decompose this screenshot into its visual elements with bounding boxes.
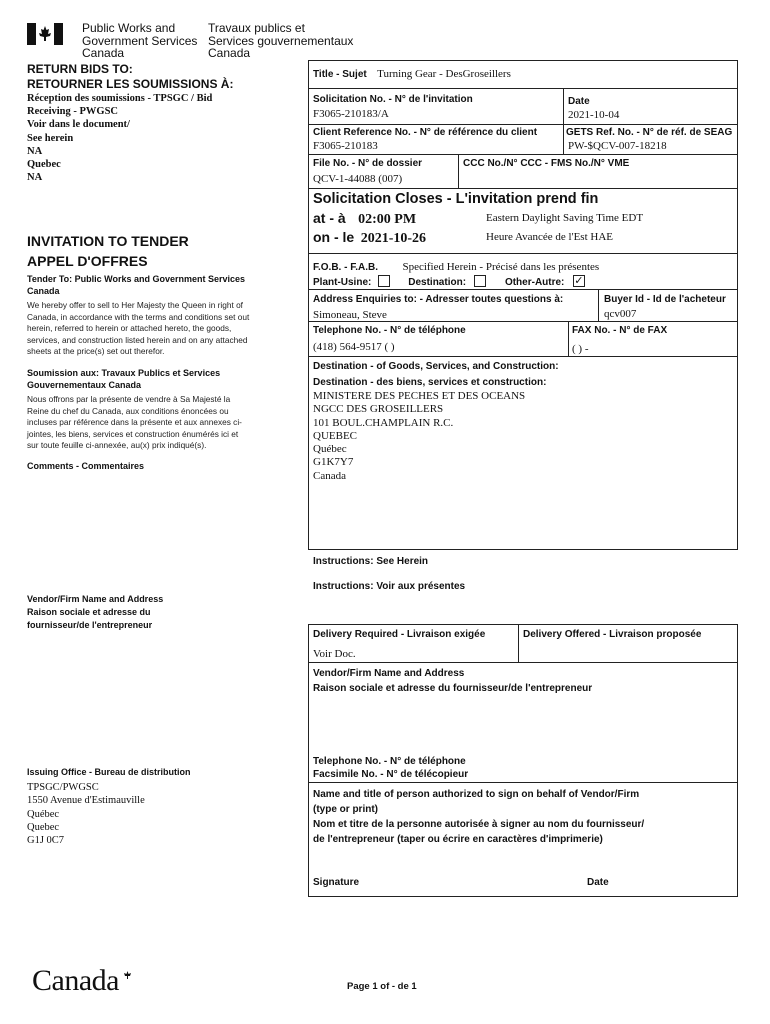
canada-flag-icon [27,23,63,45]
solicitation-closes-title: Solicitation Closes - L'invitation prend fin [313,191,599,207]
closing-time-row [313,210,416,228]
page-number: Page 1 of - de 1 [347,981,417,992]
return-bids-address: Réception des soumissions - TPSGC / Bid Receiving - PWGSC Voir dans le document/ See herein NA Quebec NA [27,93,213,184]
date-value: 2021-10-04 [568,109,620,121]
return-bids-title: RETURN BIDS TO: RETOURNER LES SOUMISSIONS À: [27,62,234,91]
client-ref-value: F3065-210183 [313,140,378,152]
other-autre-checkbox[interactable]: ✓ [574,274,584,287]
delivery-offered-field[interactable] [520,643,735,660]
telephone-value: (418) 564-9517 ( ) [313,341,395,353]
title-row [313,64,511,82]
on-label: on - le [313,229,355,245]
ccc-no-label: CCC No./N° CCC - FMS No./N° VME [463,158,630,169]
title-label: Title - Sujet [313,69,367,80]
solicitation-no-label: Solicitation No. - N° de l'invitation [313,94,473,105]
closing-date-row [313,229,426,247]
destination-goods-address: MINISTERE DES PECHES ET DES OCEANS NGCC DES GROSEILLERS 101 BOUL.CHAMPLAIN R.C. QUEBEC Québec G1K7Y7 Canada [313,390,526,482]
address-enquiries-value: Simoneau, Steve [313,309,387,321]
closing-time-value: 02:00 PM [358,212,417,227]
vendor-firm-label-left: Vendor/Firm Name and Address Raison sociale et adresse du fournisseur/de l'entrepreneur [27,594,164,630]
destination-goods-label: Destination - of Goods, Services, and Construction: Destination - des biens, services et construction: [313,361,559,388]
destination-checkbox[interactable] [474,275,486,287]
canada-wordmark-flag-icon [123,966,132,974]
issuing-office-address: TPSGC/PWGSC 1550 Avenue d'Estimauville Québec Quebec G1J 0C7 [27,782,145,847]
signature-label: Signature [313,877,360,888]
authorized-signer-label: Name and title of person authorized to sign on behalf of Vendor/Firm (type or print) Nom et titre de la personne autorisée à signer au nom du fournisseur/ de l'entrepreneur (taper ou écrire en caractères d'imprimerie) [313,789,645,845]
signature-date-label: Date [587,877,609,888]
file-no-value: QCV-1-44088 (007) [313,173,403,185]
vendor-firm-label: Vendor/Firm Name and Address Raison sociale et adresse du fournisseur/de l'entrepreneur [313,668,593,694]
department-name-fr: Travaux publics et Services gouvernementaux Canada [208,21,354,60]
address-enquiries-label: Address Enquiries to: - Adresser toutes questions à: [313,294,564,305]
comments-label: Comments - Commentaires [27,461,145,471]
buyer-id-label: Buyer Id - Id de l'acheteur [604,294,726,305]
issuing-office-label: Issuing Office - Bureau de distribution [27,767,191,777]
fax-label: FAX No. - N° de FAX [572,325,668,336]
delivery-offered-label: Delivery Offered - Livraison proposée [523,629,702,640]
instructions-fr: Instructions: Voir aux présentes [313,581,466,592]
solicitation-no-value: F3065-210183/A [313,108,389,120]
tender-to-label: Tender To: Public Works and Government Services Canada [27,274,246,296]
timezone-fr: Heure Avancée de l'Est HAE [486,231,614,243]
instructions-en: Instructions: See Herein [313,556,429,567]
delivery-required-label: Delivery Required - Livraison exigée [313,629,486,640]
telephone-label: Telephone No. - N° de téléphone [313,325,466,336]
gets-ref-value: PW-$QCV-007-18218 [568,140,667,152]
soumission-label: Soumission aux: Travaux Publics et Services Gouvernementaux Canada [27,368,221,390]
plant-usine-label: Plant-Usine: [313,277,372,288]
vendor-firm-field[interactable] [312,697,734,752]
date-label: Date [568,96,590,107]
at-label: at - à [313,210,346,226]
fax-value: ( ) - [572,343,589,355]
file-no-label: File No. - N° de dossier [313,158,423,169]
department-name-en: Public Works and Government Services Canada [82,21,198,60]
buyer-id-value: qcv007 [604,308,637,320]
gets-ref-label: GETS Ref. No. - N° de réf. de SEAG [566,127,733,138]
destination-label: Destination: [408,277,467,288]
invitation-title: INVITATION TO TENDER APPEL D'OFFRES [27,233,189,269]
title-value: Turning Gear - DesGroseillers [377,68,511,80]
tender-to-text: We hereby offer to sell to Her Majesty the Queen in right of Canada, in accordance with the terms and conditions set out herein, referred to herein or attached hereto, the goods, services, and construction listed herein and on any attached sheets at the price(s) set out therefor. [27,300,250,356]
fob-value: Specified Herein - Précisé dans les présentes [402,261,600,273]
telephone-facsimile-label: Telephone No. - N° de téléphone Facsimile No. - N° de télécopieur [313,756,469,780]
soumission-text: Nous offrons par la présente de vendre à Sa Majesté la Reine du chef du Canada, aux conditions énoncées ou incluses par référence dans la présente et aux annexes ci-jointes, les biens, services et construction énumérés ici et sur toute feuille ci-annexée, au(x) prix indiqué(s). [27,394,242,450]
canada-wordmark: Canada [32,964,119,997]
fob-label: F.O.B. - F.A.B. [313,262,378,273]
closing-date-value: 2021-10-26 [360,231,427,246]
authorized-signer-field[interactable] [312,848,734,872]
client-ref-label: Client Reference No. - N° de référence du client [313,127,538,138]
plant-usine-checkbox[interactable] [378,275,390,287]
delivery-required-value: Voir Doc. [313,648,356,660]
fob-checkbox-row [313,272,585,290]
timezone-en: Eastern Daylight Saving Time EDT [486,212,644,224]
other-autre-label: Other-Autre: [504,277,565,288]
